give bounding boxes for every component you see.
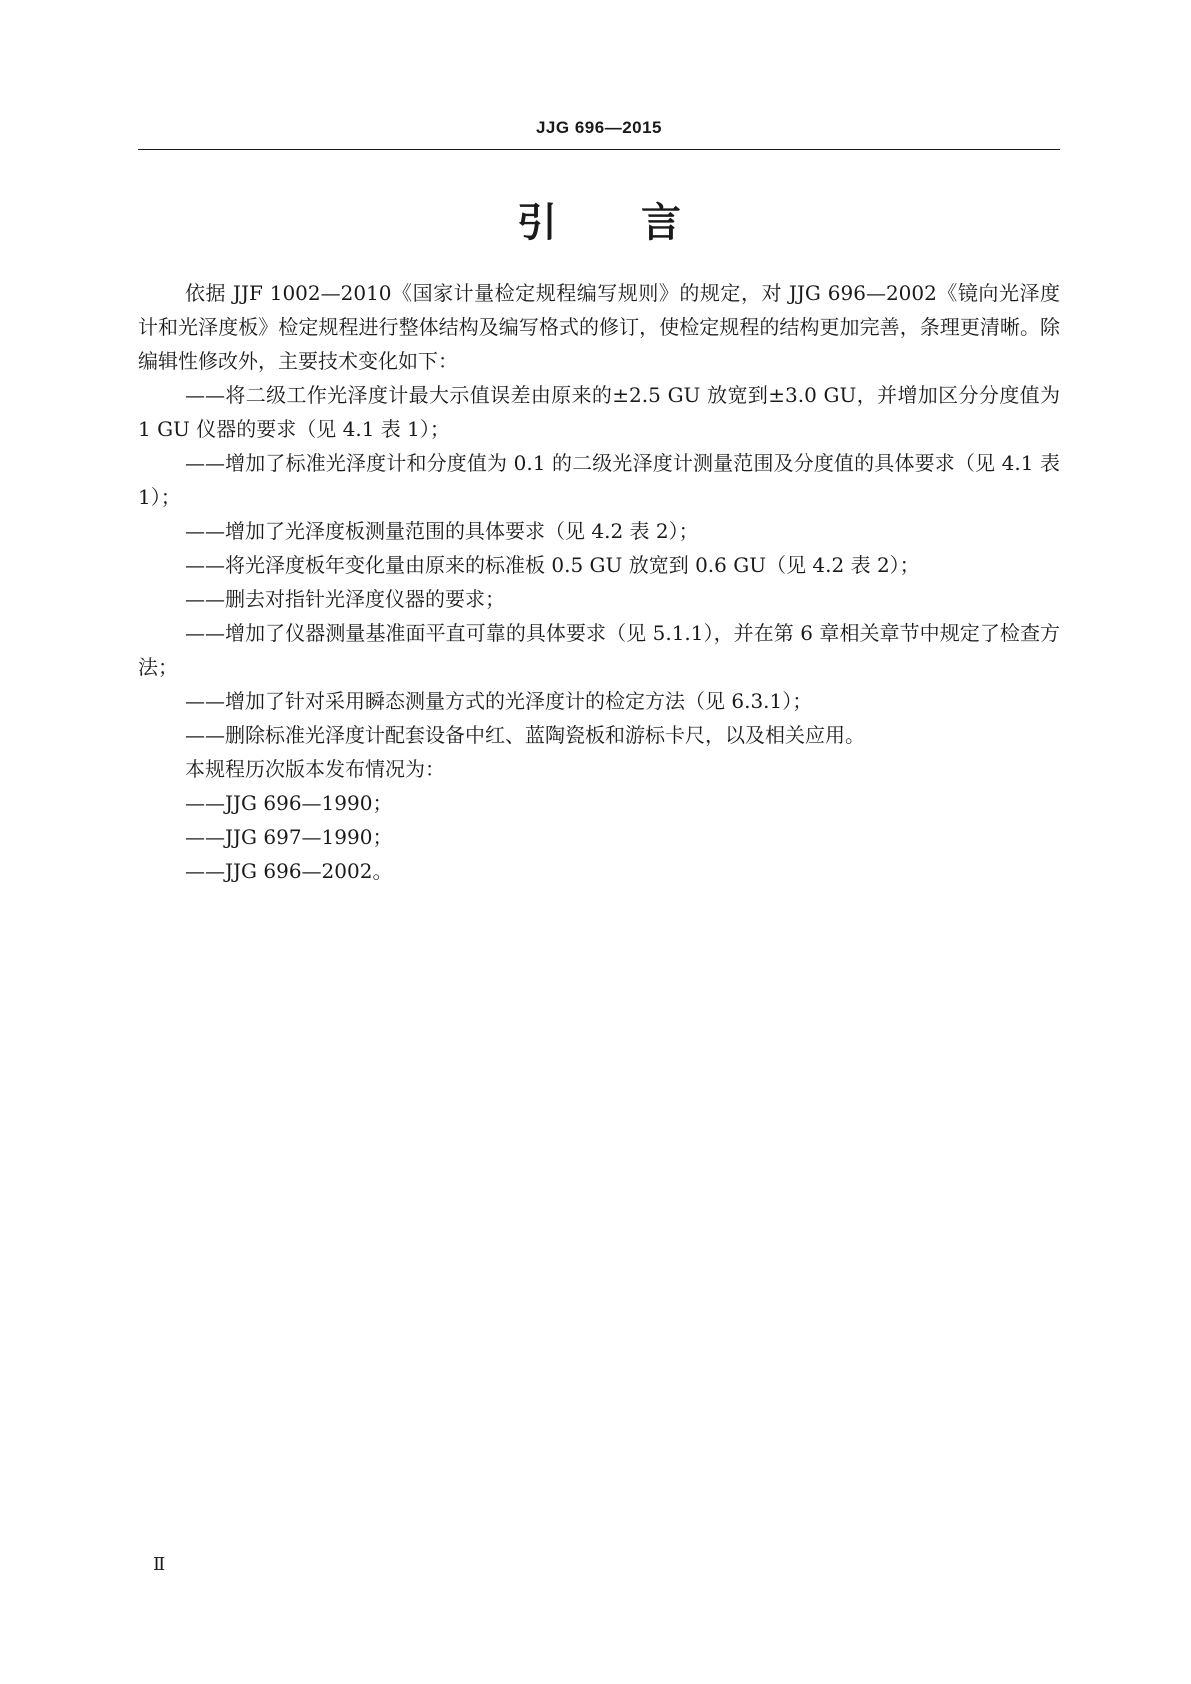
paragraph: ——删除标准光泽度计配套设备中红、蓝陶瓷板和游标卡尺，以及相关应用。 — [185, 723, 865, 747]
paragraph: 本规程历次版本发布情况为： — [185, 757, 445, 781]
paragraph: ——JJG 697—1990； — [185, 825, 393, 849]
paragraph: ——JJG 696—2002。 — [185, 859, 393, 883]
title-char-1: 引 — [517, 200, 557, 246]
paragraph: ——将光泽度板年变化量由原来的标准板 0.5 GU 放宽到 0.6 GU（见 4.2 表 2）； — [185, 553, 920, 577]
paragraph: ——将二级工作光泽度计最大示值误差由原来的±2.5 GU 放宽到±3.0 GU，并增加区分分度值为 1 GU 仪器的要求（见 4.1 表 1）； — [138, 383, 1060, 441]
paragraph: ——增加了仪器测量基准面平直可靠的具体要求（见 5.1.1），并在第 6 章相关章节中规定了检查方法； — [138, 621, 1060, 679]
page-number: Ⅱ — [153, 1554, 166, 1575]
page-title — [138, 195, 1060, 251]
title-char-2: 言 — [641, 200, 681, 246]
paragraph: 依据 JJF 1002—2010《国家计量检定规程编写规则》的规定，对 JJG 696—2002《镜向光泽度计和光泽度板》检定规程进行整体结构及编写格式的修订，使检定规程的结构更加完善，条理更清晰。除编辑性修改外，主要技术变化如下： — [138, 281, 1060, 373]
document-code-header: JJG 696—2015 — [535, 118, 663, 137]
header-divider — [138, 149, 1060, 150]
body-text — [138, 276, 1060, 888]
paragraph: ——删去对指针光泽度仪器的要求； — [185, 587, 505, 611]
paragraph: ——增加了光泽度板测量范围的具体要求（见 4.2 表 2）； — [185, 519, 699, 543]
paragraph: ——增加了针对采用瞬态测量方式的光泽度计的检定方法（见 6.3.1）； — [185, 689, 813, 713]
paragraph: ——JJG 696—1990； — [185, 791, 393, 815]
paragraph: ——增加了标准光泽度计和分度值为 0.1 的二级光泽度计测量范围及分度值的具体要求（见 4.1 表 1）； — [138, 451, 1060, 509]
